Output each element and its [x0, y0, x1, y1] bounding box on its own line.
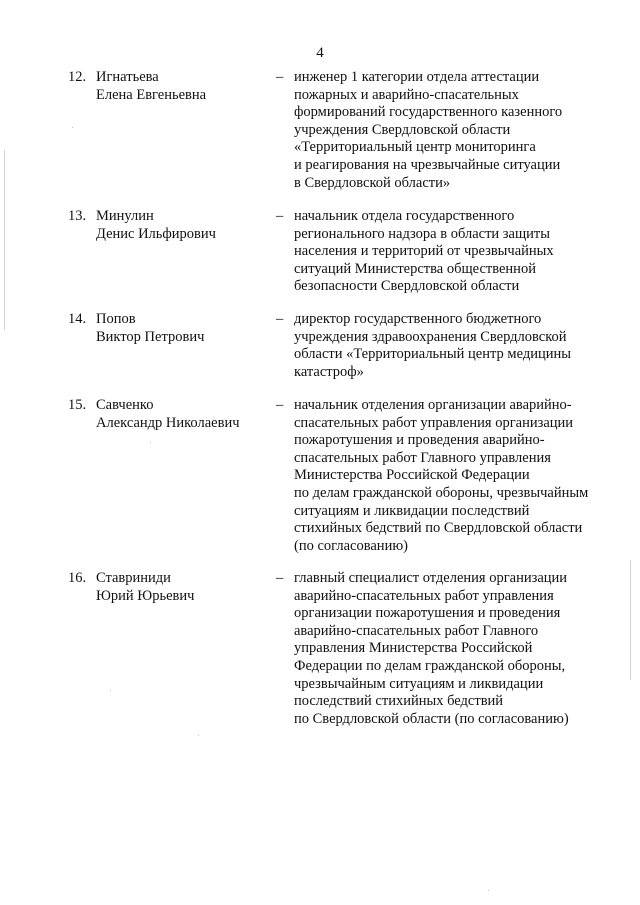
- description-line: формирований государственного казенного: [294, 104, 563, 121]
- page-number: 4: [316, 45, 324, 61]
- entry-number: 12.: [68, 69, 87, 85]
- description-line: ситуациям и ликвидации последствий: [294, 502, 530, 519]
- description-line: начальник отдела государственного: [294, 208, 515, 224]
- dash: –: [276, 311, 284, 327]
- description-line: населения и территорий от чрезвычайных: [294, 243, 554, 260]
- person-name: [96, 69, 266, 104]
- dash: –: [276, 397, 284, 413]
- description-line: директор государственного бюджетного: [294, 311, 542, 327]
- description-line: начальник отделения организации аварийно-: [294, 397, 572, 413]
- given-names: Елена Евгеньевна: [96, 86, 207, 103]
- position-description: [294, 570, 624, 728]
- dash: –: [276, 570, 284, 586]
- given-names: Юрий Юрьевич: [96, 587, 195, 604]
- position-description: [294, 208, 624, 296]
- person-name: [96, 397, 266, 432]
- description-line: Министерства Российской Федерации: [294, 467, 530, 484]
- given-names: Денис Ильфирович: [96, 225, 216, 242]
- description-line: в Свердловской области»: [294, 174, 451, 191]
- description-line: регионального надзора в области защиты: [294, 225, 550, 242]
- given-names: Виктор Петрович: [96, 328, 205, 345]
- description-line: Федерации по делам гражданской обороны,: [294, 657, 566, 674]
- description-line: области «Территориальный центр медицины: [294, 346, 571, 363]
- description-line: ситуаций Министерства общественной: [294, 260, 536, 277]
- person-name: [96, 570, 266, 605]
- description-line: по делам гражданской обороны, чрезвычайным: [294, 484, 589, 501]
- description-line: учреждения Свердловской области: [294, 121, 511, 138]
- scan-artifact: [198, 735, 199, 736]
- description-line: аварийно-спасательных работ Главного: [294, 622, 539, 639]
- position-description: [294, 397, 624, 555]
- position-description: [294, 311, 624, 381]
- entry-number: 13.: [68, 208, 87, 224]
- description-line: (по согласованию): [294, 537, 408, 554]
- scan-artifact: [4, 150, 5, 330]
- person-name: [96, 311, 266, 346]
- scan-artifact: [150, 442, 151, 443]
- description-line: управления Министерства Российской: [294, 640, 533, 657]
- person-name: [96, 208, 266, 243]
- description-line: катастроф»: [294, 363, 364, 380]
- surname: Савченко: [96, 397, 154, 413]
- description-line: по Свердловской области (по согласованию): [294, 710, 569, 727]
- entry-number: 16.: [68, 570, 87, 586]
- description-line: безопасности Свердловской области: [294, 278, 520, 295]
- position-description: [294, 69, 624, 192]
- description-line: стихийных бедствий по Свердловской области: [294, 520, 583, 537]
- description-line: спасательных работ Главного управления: [294, 449, 551, 466]
- surname: Игнатьева: [96, 69, 159, 85]
- scan-artifact: [488, 890, 489, 891]
- surname: Минулин: [96, 208, 154, 224]
- description-line: организации пожаротушения и проведения: [294, 605, 561, 622]
- dash: –: [276, 69, 284, 85]
- surname: Попов: [96, 311, 136, 327]
- description-line: чрезвычайным ситуациям и ликвидации: [294, 675, 544, 692]
- entry-number: 14.: [68, 311, 87, 327]
- given-names: Александр Николаевич: [96, 414, 240, 431]
- entry-number: 15.: [68, 397, 87, 413]
- dash: –: [276, 208, 284, 224]
- description-line: и реагирования на чрезвычайные ситуации: [294, 156, 561, 173]
- description-line: инженер 1 категории отдела аттестации: [294, 69, 540, 85]
- scan-artifact: [630, 560, 631, 680]
- description-line: главный специалист отделения организации: [294, 570, 568, 586]
- scan-artifact: [72, 127, 73, 128]
- scan-artifact: [110, 690, 111, 691]
- description-line: пожаротушения и проведения аварийно-: [294, 432, 545, 449]
- description-line: спасательных работ управления организации: [294, 414, 574, 431]
- description-line: последствий стихийных бедствий: [294, 693, 504, 710]
- description-line: аварийно-спасательных работ управления: [294, 587, 554, 604]
- surname: Ставриниди: [96, 570, 171, 586]
- description-line: «Территориальный центр мониторинга: [294, 139, 536, 156]
- description-line: пожарных и аварийно-спасательных: [294, 86, 519, 103]
- description-line: учреждения здравоохранения Свердловской: [294, 328, 567, 345]
